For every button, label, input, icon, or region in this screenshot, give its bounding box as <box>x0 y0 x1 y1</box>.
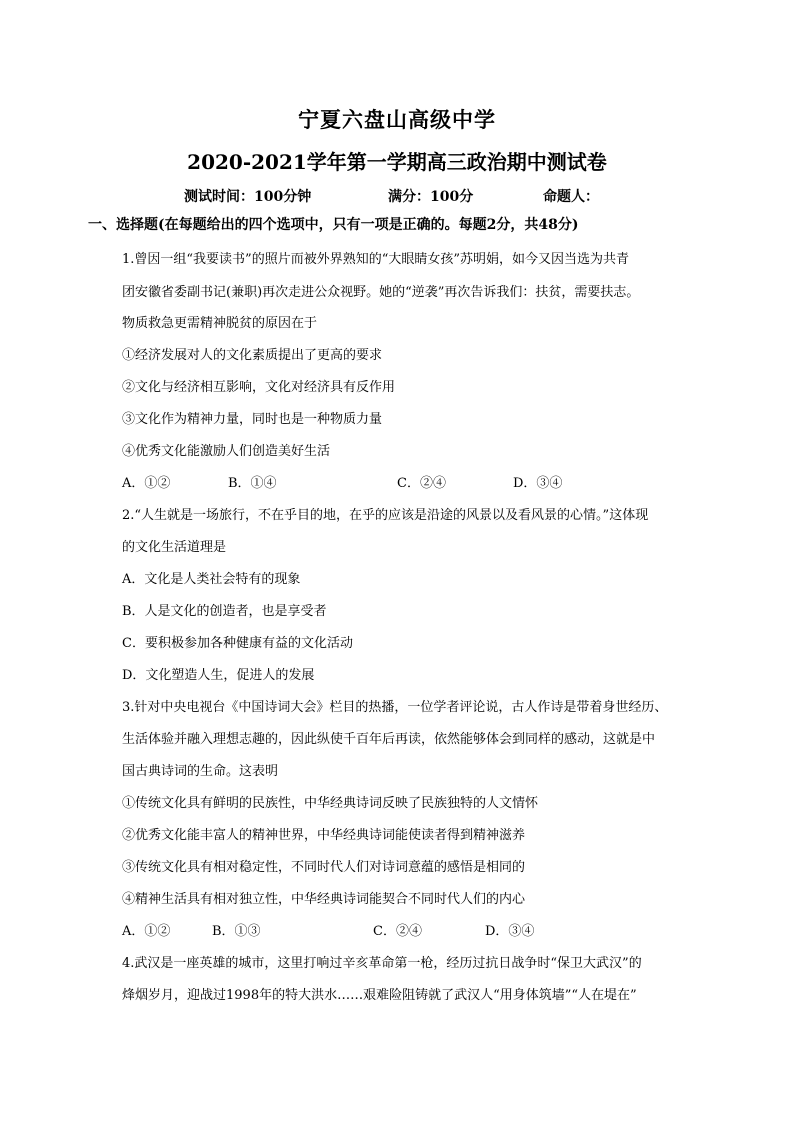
question-3-item: ③传统文化具有相对稳定性，不同时代人们对诗词意蕴的感悟是相同的 <box>122 860 526 875</box>
question-1-item: ①经济发展对人的文化素质提出了更高的要求 <box>122 348 383 363</box>
full-score: 满分：100分 <box>388 189 474 205</box>
question-2-option-b: B．人是文化的创造者，也是享受者 <box>122 604 327 619</box>
question-2-option-c: C．要积极参加各种健康有益的文化活动 <box>122 636 353 651</box>
question-1-item: ④优秀文化能激励人们创造美好生活 <box>122 444 331 459</box>
question-2-stem-line: 的文化生活道理是 <box>122 540 227 555</box>
question-3-stem-line: 生活体验并融入理想志趣的，因此纵使千百年后再读，依然能够体会到同样的感动，这就是中 <box>122 732 656 747</box>
question-2-stem-line: 2.“人生就是一场旅行，不在乎目的地，在乎的应该是沿途的风景以及看风景的心情。”这体现 <box>122 508 649 523</box>
author-label: 命题人： <box>543 189 599 205</box>
exam-title: 2020-2021学年第一学期高三政治期中测试卷 <box>187 150 607 174</box>
question-3-item: ②优秀文化能丰富人的精神世界，中华经典诗词能使读者得到精神滋养 <box>122 828 526 843</box>
question-4-stem-line: 烽烟岁月，迎战过1998年的特大洪水……艰难险阻铸就了武汉人“用身体筑墙”“人在堤在” <box>122 988 637 1003</box>
question-2-option-a: A．文化是人类社会特有的现象 <box>122 572 301 587</box>
school-title: 宁夏六盘山高级中学 <box>298 107 496 132</box>
question-1-item: ②文化与经济相互影响，文化对经济具有反作用 <box>122 380 396 395</box>
question-3-option-d: D．③④ <box>485 924 535 939</box>
question-4-stem-line: 4.武汉是一座英雄的城市，这里打响过辛亥革命第一枪，经历过抗日战争时“保卫大武汉”的 <box>122 956 642 971</box>
question-1-option-b: B．①④ <box>228 476 277 491</box>
question-3-option-a: A．①② <box>122 924 171 939</box>
question-1-stem-line: 团安徽省委副书记(兼职)再次走进公众视野。她的“逆袭”再次告诉我们：扶贫，需要扶志。 <box>122 285 640 300</box>
question-1-option-c: C．②④ <box>397 476 446 491</box>
question-3-stem-line: 3.针对中央电视台《中国诗词大会》栏目的热播，一位学者评论说，古人作诗是带着身世经历、 <box>122 700 668 715</box>
question-2-option-d: D．文化塑造人生，促进人的发展 <box>122 668 315 683</box>
test-time: 测试时间：100分钟 <box>184 189 312 205</box>
question-1-stem-line: 物质救急更需精神脱贫的原因在于 <box>122 316 318 331</box>
question-3-option-c: C．②④ <box>373 924 422 939</box>
question-3-item: ④精神生活具有相对独立性，中华经典诗词能契合不同时代人们的内心 <box>122 892 526 907</box>
section-heading: 一、选择题(在每题给出的四个选项中，只有一项是正确的。每题2分，共48分) <box>88 217 579 233</box>
question-1-stem-line: 1.曾因一组“我要读书”的照片而被外界熟知的“大眼睛女孩”苏明娟，如今又因当选为共青 <box>122 252 629 267</box>
question-1-item: ③文化作为精神力量，同时也是一种物质力量 <box>122 412 383 427</box>
question-3-stem-line: 国古典诗词的生命。这表明 <box>122 764 279 779</box>
question-1-option-a: A．①② <box>122 476 171 491</box>
question-3-item: ①传统文化具有鲜明的民族性，中华经典诗词反映了民族独特的人文情怀 <box>122 796 539 811</box>
question-1-option-d: D．③④ <box>513 476 563 491</box>
question-3-option-b: B．①③ <box>212 924 261 939</box>
